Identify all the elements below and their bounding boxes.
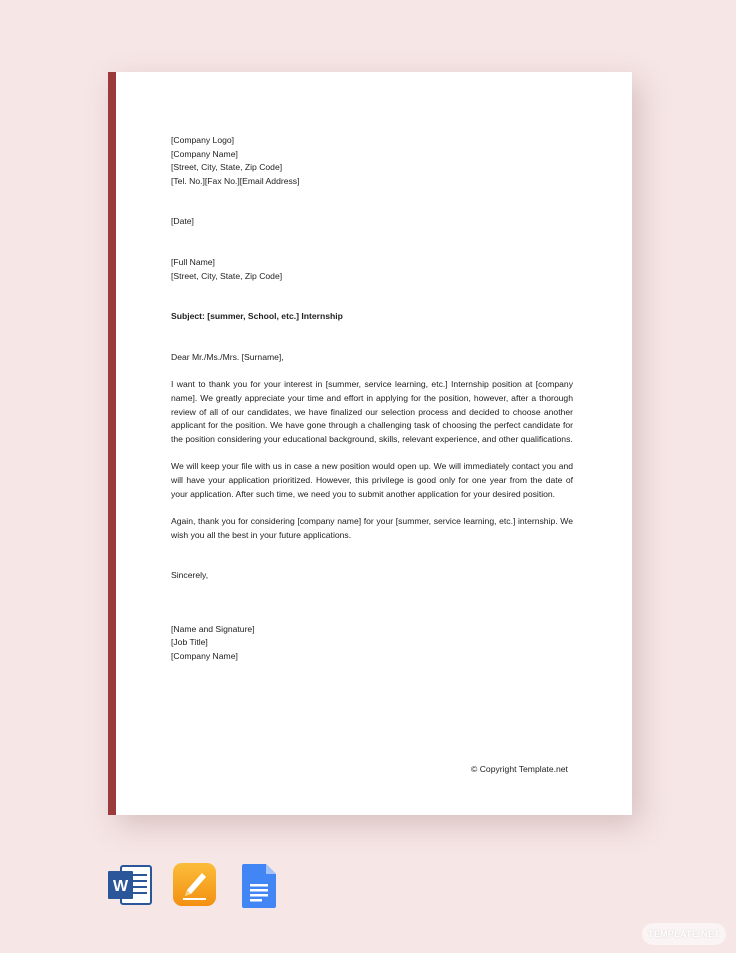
- paragraph-3: Again, thank you for considering [company name] for your [summer, service learning, etc.] internship. We wish you all the best in your future applications.: [171, 516, 573, 540]
- signature-company: [Company Name]: [171, 651, 238, 662]
- closing: Sincerely,: [171, 570, 209, 581]
- signature-block: [171, 623, 573, 664]
- letter-page: [108, 72, 632, 815]
- letter-content: [171, 134, 573, 664]
- template-watermark: TEMPLATE.NET: [642, 923, 726, 945]
- signature-title: [Job Title]: [171, 637, 208, 648]
- letter-subject: Subject: [summer, School, etc.] Internship: [171, 311, 343, 322]
- letter-date: [Date]: [171, 216, 194, 227]
- svg-text:W: W: [112, 878, 129, 895]
- paragraph-1: I want to thank you for your interest in [summer, service learning, etc.] Internship position at [company name]. We greatly appreciate your time and effort in applying for the position, however, after a thorough review of all of our candidates, we have finalized our selection process and decided to choose another applicant for the position. We have gone through a challenging task of choosing the perfect candidate for the position considering your educational background, skills, relevant experience, and other qualifications.: [171, 379, 573, 444]
- sender-logo: [Company Logo]: [171, 135, 235, 145]
- recipient-name: [Full Name]: [171, 256, 215, 267]
- recipient-address: [Street, City, State, Zip Code]: [171, 270, 283, 281]
- paragraph-2: We will keep your file with us in case a new position would open up. We will immediately contact you and will have your application prioritized. However, this privilege is good only for one year from the date of your application. After such time, we need you to submit another application for your desired position.: [171, 461, 573, 499]
- google-docs-icon[interactable]: [242, 864, 276, 908]
- copyright-text: © Copyright Template.net: [471, 764, 568, 774]
- word-icon[interactable]: [107, 862, 153, 908]
- sender-block: [171, 134, 573, 188]
- signature-name: [Name and Signature]: [171, 623, 255, 634]
- accent-stripe: [108, 72, 116, 815]
- recipient-block: [171, 256, 573, 283]
- sender-company: [Company Name]: [171, 148, 238, 159]
- sender-contact: [Tel. No.][Fax No.][Email Address]: [171, 175, 300, 186]
- pages-icon[interactable]: [173, 863, 216, 906]
- salutation: Dear Mr./Ms./Mrs. [Surname],: [171, 351, 284, 362]
- sender-address: [Street, City, State, Zip Code]: [171, 162, 283, 173]
